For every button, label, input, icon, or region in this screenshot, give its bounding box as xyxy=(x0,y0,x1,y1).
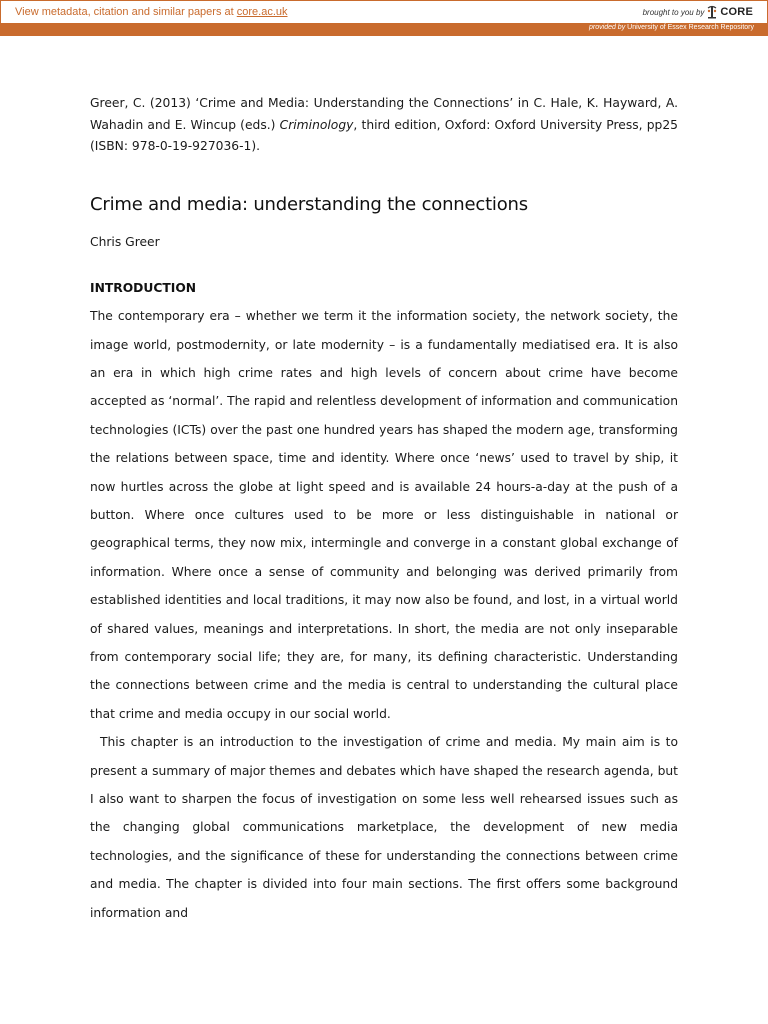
core-logo-icon xyxy=(707,5,717,19)
citation-part-1: Greer, C. (2013) ‘Crime and Media: Understanding the Connections’ in C. Hale, K. Hayward, A. Wahadin and E. Wincup (eds.) xyxy=(90,96,678,132)
provided-by-source: University of Essex Research Repository xyxy=(625,24,754,31)
document-title: Crime and media: understanding the connections xyxy=(90,194,528,216)
document-body xyxy=(90,93,678,927)
provided-by-line[interactable] xyxy=(589,24,754,31)
paragraph-2: This chapter is an introduction to the investigation of crime and media. My main aim is to present a summary of major themes and debates which have shaped the research agenda, but I also want to sharpen the focus of investigation on some less well rehearsed issues such as the changing global communications marketplace, the development of new media technologies, and the significance of these for understanding the connections between crime and media. The chapter is divided into four main sections. The first offers some background information and xyxy=(90,735,678,920)
paragraph-1: The contemporary era – whether we term it the information society, the network society, the image world, postmodernity, or late modernity – is a fundamentally mediatised era. It is also an era in which high crime rates and high levels of concern about crime have become accepted as ‘normal’. The rapid and relentless development of information and communication technologies (ICTs) over the past one hundred years has shaped the modern age, transforming the relations between space, time and identity. Where once ‘news’ used to travel by ship, it now hurtles across the globe at light speed and is available 24 hours-a-day at the push of a button. Where once cultures used to be more or less distinguishable in national or geographical terms, they now mix, intermingle and converge in a constant global exchange of information. Where once a sense of community and belonging was derived primarily from established identities and local traditions, it may now also be found, and lost, in a virtual world of shared values, meanings and interpretations. In short, the media are not only inseparable from contemporary social life; they are, for many, its defining characteristic. Understanding the connections between crime and the media is central to understanding the cultural place that crime and media occupy in our social world. xyxy=(90,309,678,721)
core-metadata-prefix: View metadata, citation and similar papers at xyxy=(15,6,237,18)
core-logo-text: CORE xyxy=(720,6,753,18)
citation xyxy=(90,93,678,158)
core-banner-top xyxy=(0,0,768,23)
brought-to-you-by-text: brought to you by xyxy=(642,7,705,17)
citation-journal-italic: Criminology xyxy=(279,117,354,132)
provided-by-label: provided by xyxy=(589,24,626,31)
core-brought-to-you-by[interactable] xyxy=(643,5,753,19)
author-name: Chris Greer xyxy=(90,235,160,250)
citation-part-2: , third edition, Oxford: Oxford University Press, pp25 (ISBN: 978-0-19-927036-1). xyxy=(90,117,679,154)
core-banner-bar xyxy=(0,23,768,36)
core-ac-uk-link[interactable]: core.ac.uk xyxy=(236,6,288,18)
core-metadata-link[interactable] xyxy=(15,6,288,18)
section-heading-introduction: INTRODUCTION xyxy=(90,281,197,296)
core-banner xyxy=(0,0,768,36)
